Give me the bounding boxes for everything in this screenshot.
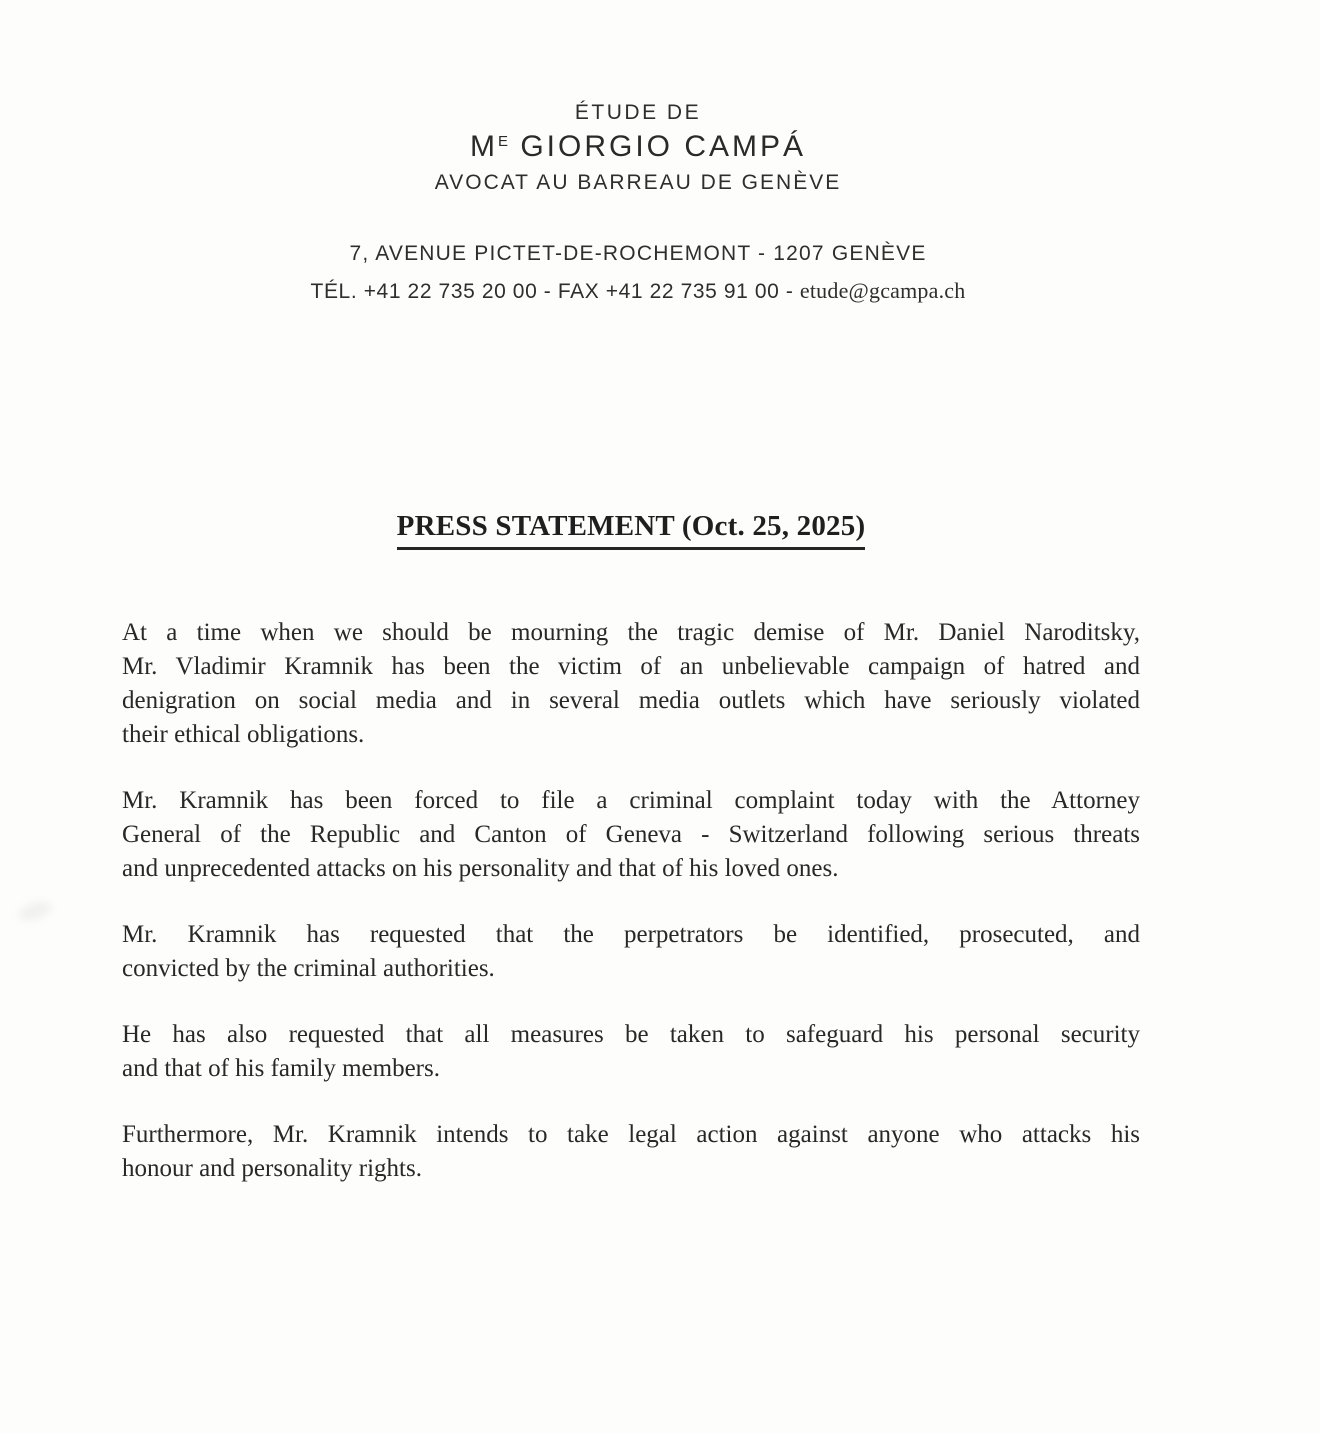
name-prefix: M: [469, 130, 498, 163]
letterhead-contact-line: [0, 278, 1276, 304]
letterhead-address-line: 7, AVENUE PICTET-DE-ROCHEMONT - 1207 GENÈVE: [349, 242, 927, 265]
paragraph-3-line-1: Mr. Kramnik has requested that the perpetrators be identified, prosecuted, and: [122, 921, 1140, 948]
contact-email: etude@gcampa.ch: [799, 278, 966, 303]
paragraph-1: [122, 616, 1140, 752]
paragraph-1-line-2: Mr. Vladimir Kramnik has been the victim of an unbelievable campaign of hatred and: [122, 653, 1140, 680]
paragraph-4: [122, 1018, 1140, 1086]
scan-artifact: [16, 898, 53, 924]
letterhead-lawyer-name: [0, 130, 1276, 164]
statement-title-wrap: [122, 510, 1140, 550]
paragraph-2: [122, 784, 1140, 886]
paragraph-3: [122, 918, 1140, 986]
contact-phone-fax: TÉL. +41 22 735 20 00 - FAX +41 22 735 91 00 -: [310, 280, 800, 303]
paragraph-2-line-3: and unprecedented attacks on his personality and that of his loved ones.: [122, 855, 839, 882]
paragraph-5-line-2: honour and personality rights.: [122, 1155, 422, 1182]
letterhead: [0, 101, 1276, 304]
statement-title: PRESS STATEMENT (Oct. 25, 2025): [397, 510, 866, 550]
paragraph-3-line-2: convicted by the criminal authorities.: [122, 955, 495, 982]
paragraph-4-line-2: and that of his family members.: [122, 1055, 440, 1082]
paragraph-2-line-1: Mr. Kramnik has been forced to file a criminal complaint today with the Attorney: [122, 787, 1140, 814]
paragraph-1-line-4: their ethical obligations.: [122, 721, 365, 748]
paragraph-5-line-1: Furthermore, Mr. Kramnik intends to take legal action against anyone who attacks his: [122, 1121, 1140, 1148]
letterhead-role-line: AVOCAT AU BARREAU DE GENÈVE: [434, 171, 842, 194]
letterhead-firm-line: ÉTUDE DE: [574, 101, 702, 124]
paragraph-5: [122, 1118, 1140, 1186]
statement-body: [122, 616, 1140, 1218]
name-rest: GIORGIO CAMPÁ: [508, 130, 807, 163]
name-superscript: E: [497, 133, 509, 150]
paragraph-2-line-2: General of the Republic and Canton of Geneva - Switzerland following serious threats: [122, 821, 1140, 848]
paragraph-1-line-3: denigration on social media and in several media outlets which have seriously violated: [122, 687, 1140, 714]
paragraph-4-line-1: He has also requested that all measures be taken to safeguard his personal security: [122, 1021, 1140, 1048]
paragraph-1-line-1: At a time when we should be mourning the tragic demise of Mr. Daniel Naroditsky,: [122, 619, 1140, 646]
